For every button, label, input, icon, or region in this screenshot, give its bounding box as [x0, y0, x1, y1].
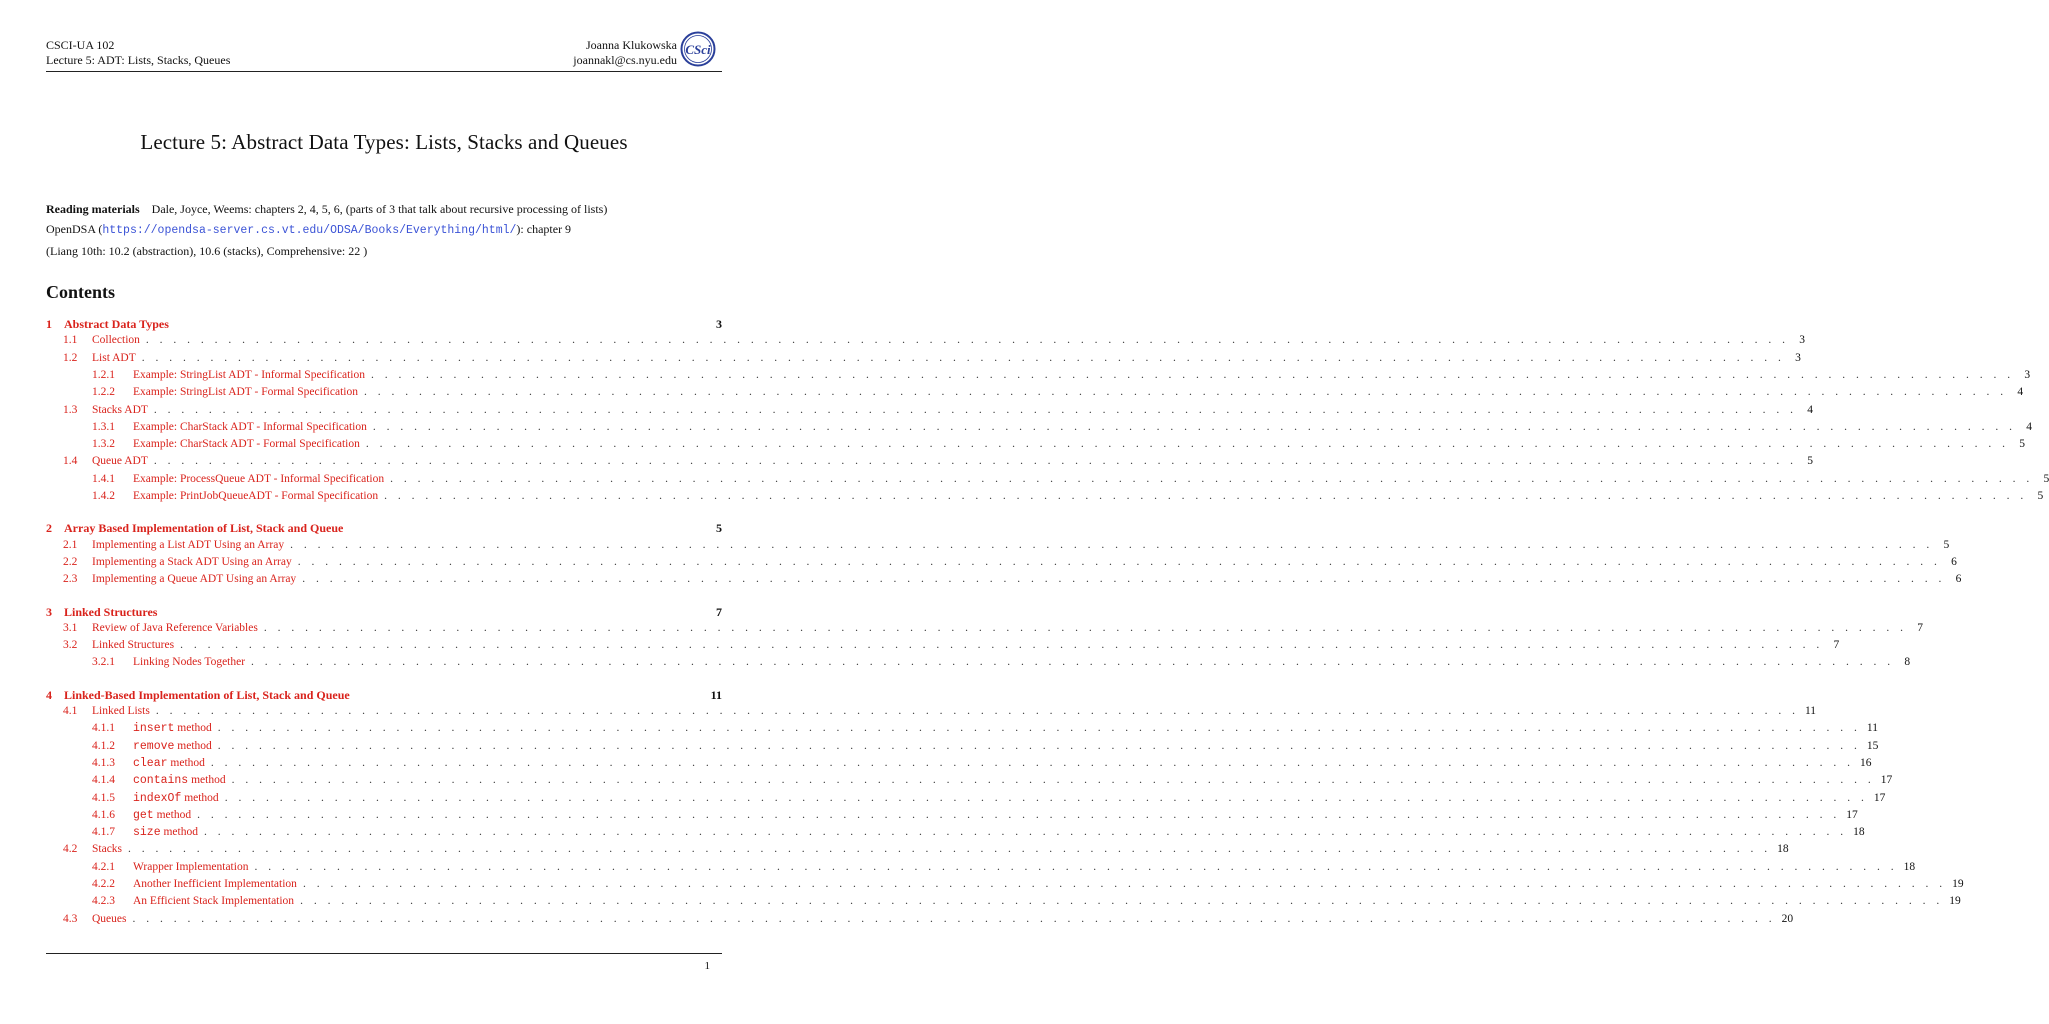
toc-entry-page: 5	[1807, 455, 1814, 468]
toc-entry-title	[133, 826, 198, 839]
toc-entry-text: Abstract Data Types	[64, 317, 169, 331]
toc-leader-dots: . . . . . . . . . . . . . . . . . . . . . . . . . . . . . . . . . . . . . . . . . . . . . . . . . . . . . . . . . . . . . . . . . . . . . . . . . . . . . . . . . . . . . . . . . . . . . . . . . . . . . . . . . . . . . . . . . . . . . . . .	[217, 739, 1861, 752]
toc-entry-code: remove	[133, 739, 175, 753]
toc-entry-number: 4.3	[63, 912, 78, 925]
reading-prefix: OpenDSA (	[46, 222, 103, 236]
toc-leader-dots: . . . . . . . . . . . . . . . . . . . . . . . . . . . . . . . . . . . . . . . . . . . . . . . . . . . . . . . . . . . . . . . . . . . . . . . . . . . . . . . . . . . . . . . . . . . . . . . . . . . . . . . . . . . . . . . . . . . . . . . .	[302, 573, 1946, 586]
toc-entry-code: size	[133, 826, 161, 840]
toc-entry-text: Implementing a Queue ADT Using an Array	[92, 573, 297, 586]
footer-rule	[46, 953, 722, 954]
toc-entry[interactable]	[92, 656, 1911, 671]
toc-entry-title	[133, 740, 212, 753]
toc-leader-dots: . . . . . . . . . . . . . . . . . . . . . . . . . . . . . . . . . . . . . . . . . . . . . . . . . . . . . . . . . . . . . . . . . . . . . . . . . . . . . . . . . . . . . . . . . . . . . . . . . . . . . . . . . . . . . . . . . . . . . . . .	[384, 490, 2028, 502]
author-email: joannakl@cs.nyu.edu	[573, 53, 677, 67]
toc-leader-dots: . . . . . . . . . . . . . . . . . . . . . . . . . . . . . . . . . . . . . . . . . . . . . . . . . . . . . . . . . . . . . . . . . . . . . . . . . . . . . . . . . . . . . . . . . . . . . . . . . . . . . . . . . . . . . . . . . . . . . . . .	[197, 808, 1841, 821]
toc-entry-page: 7	[716, 604, 722, 619]
toc-entry-page: 3	[2024, 368, 2031, 381]
toc-leader-dots: . . . . . . . . . . . . . . . . . . . . . . . . . . . . . . . . . . . . . . . . . . . . . . . . . . . . . . . . . . . . . . . . . . . . . . . . . . . . . . . . . . . . . . . . . . . . . . . . . . . . . . . . . . . . . . . . . . . . . . . .	[153, 403, 1798, 416]
toc-leader-dots: . . . . . . . . . . . . . . . . . . . . . . . . . . . . . . . . . . . . . . . . . . . . . . . . . . . . . . . . . . . . . . . . . . . . . . . . . . . . . . . . . . . . . . . . . . . . . . . . . . . . . . . . . . . . . . . . . . . . . . . .	[390, 472, 2034, 485]
toc-entry-number: 4.1.7	[92, 826, 115, 839]
toc-leader-dots: . . . . . . . . . . . . . . . . . . . . . . . . . . . . . . . . . . . . . . . . . . . . . . . . . . . . . . . . . . . . . . . . . . . . . . . . . . . . . . . . . . . . . . . . . . . . . . . . . . . . . . . . . . . . . . . . . . . . . . . .	[145, 334, 1790, 347]
csci-logo	[680, 31, 716, 67]
toc-entry-text: method	[188, 774, 226, 787]
toc-entry-page: 17	[1873, 791, 1886, 804]
toc-entry-number: 4.1.3	[92, 756, 115, 769]
toc-entry-number: 1.3.1	[92, 420, 115, 433]
toc-entry-text: Another Inefficient Implementation	[133, 878, 297, 890]
toc-entry-number: 1.2	[63, 351, 78, 364]
toc-entry-title	[64, 521, 343, 536]
toc-entry-title	[92, 352, 136, 364]
toc-entry-title	[92, 843, 122, 855]
toc-entry-text: method	[181, 791, 219, 804]
toc-entry-number: 2	[46, 521, 52, 536]
lecture-subtitle: Lecture 5: ADT: Lists, Stacks, Queues	[46, 53, 231, 67]
toc-entry[interactable]	[92, 826, 1865, 841]
toc-entry[interactable]	[92, 472, 2049, 488]
toc-entry-text: An Efficient Stack Implementation	[133, 895, 295, 908]
toc-entry-number: 4.1.6	[92, 808, 115, 821]
toc-entry-page: 5	[2037, 490, 2044, 502]
toc-entry-title	[133, 809, 191, 822]
toc-entry-page: 3	[1799, 334, 1806, 347]
toc-leader-dots: . . . . . . . . . . . . . . . . . . . . . . . . . . . . . . . . . . . . . . . . . . . . . . . . . . . . . . . . . . . . . . . . . . . . . . . . . . . . . . . . . . . . . . . . . . . . . . . . . . . . . . . . . . . . . . . . . . . . . . . .	[300, 895, 1944, 908]
toc-entry-number: 1.2.1	[92, 368, 115, 381]
toc-entry[interactable]	[92, 878, 1964, 893]
toc-entry-code: indexOf	[133, 791, 182, 805]
toc-entry-code: contains	[133, 774, 189, 788]
toc-entry-title	[92, 705, 150, 717]
toc-leader-dots: . . . . . . . . . . . . . . . . . . . . . . . . . . . . . . . . . . . . . . . . . . . . . . . . . . . . . . . . . . . . . . . . . . . . . . . . . . . . . . . . . . . . . . . . . . . . . . . . . . . . . . . . . . . . . . . . . . . . . . . .	[251, 656, 1895, 669]
toc-entry-code: insert	[133, 722, 175, 736]
reading-line-3: (Liang 10th: 10.2 (abstraction), 10.6 (stacks), Comprehensive: 22 )	[46, 244, 368, 258]
toc-entry-title	[64, 688, 350, 703]
toc-entry-title	[133, 878, 297, 890]
toc-entry[interactable]	[63, 621, 1923, 637]
toc-entry-number: 4.1.5	[92, 791, 115, 804]
toc-entry-number: 4.2.1	[92, 860, 115, 873]
toc-entry-page: 6	[1951, 555, 1957, 568]
page-number: 1	[704, 960, 710, 972]
toc-entry-number: 1.2.2	[92, 386, 115, 399]
toc-leader-dots: . . . . . . . . . . . . . . . . . . . . . . . . . . . . . . . . . . . . . . . . . . . . . . . . . . . . . . . . . . . . . . . . . . . . . . . . . . . . . . . . . . . . . . . . . . . . . . . . . . . . . . . . . . . . . . . . . . . . . . . .	[231, 774, 1875, 787]
toc-entry-title	[92, 334, 140, 346]
toc-entry-page: 3	[1795, 351, 1801, 364]
toc-entry-number: 1.4	[63, 455, 78, 468]
toc-entry-title	[133, 369, 365, 381]
reading-line-1	[46, 199, 607, 219]
toc-entry-number: 3.1	[63, 621, 78, 634]
toc-entry-title	[133, 490, 378, 502]
toc-leader-dots: . . . . . . . . . . . . . . . . . . . . . . . . . . . . . . . . . . . . . . . . . . . . . . . . . . . . . . . . . . . . . . . . . . . . . . . . . . . . . . . . . . . . . . . . . . . . . . . . . . . . . . . . . . . . . . . . . . . . . . . .	[254, 860, 1898, 873]
toc-leader-dots: . . . . . . . . . . . . . . . . . . . . . . . . . . . . . . . . . . . . . . . . . . . . . . . . . . . . . . . . . . . . . . . . . . . . . . . . . . . . . . . . . . . . . . . . . . . . . . . . . . . . . . . . . . . . . . . . . . . . . . . .	[180, 639, 1824, 652]
reading-label: Reading materials	[46, 202, 140, 216]
toc-entry[interactable]	[63, 639, 1840, 654]
toc-leader-dots: . . . . . . . . . . . . . . . . . . . . . . . . . . . . . . . . . . . . . . . . . . . . . . . . . . . . . . . . . . . . . . . . . . . . . . . . . . . . . . . . . . . . . . . . . . . . . . . . . . . . . . . . . . . . . . . . . . . . . . . .	[363, 386, 2008, 399]
toc-entry[interactable]	[92, 722, 1878, 737]
toc-entry[interactable]	[92, 368, 2031, 384]
toc-entry[interactable]	[46, 688, 722, 703]
toc-entry-number: 2.3	[63, 573, 78, 586]
toc-entry-number: 1.1	[63, 334, 78, 347]
toc-entry[interactable]	[92, 739, 1879, 755]
toc-entry-number: 4	[46, 687, 52, 702]
toc-entry-title	[133, 774, 226, 787]
toc-entry-title	[133, 895, 294, 907]
toc-entry-title	[133, 656, 245, 668]
toc-entry[interactable]	[92, 808, 1858, 824]
toc-entry-title	[64, 605, 157, 620]
author-name: Joanna Klukowska	[586, 38, 677, 52]
header-right	[573, 38, 677, 68]
toc-entry-page: 11	[710, 687, 722, 702]
toc-entry-text: Example: CharStack ADT - Formal Specification	[133, 438, 360, 451]
toc-entry-text: Collection	[92, 334, 140, 347]
header-left	[46, 38, 230, 68]
toc-entry-text: Stacks	[92, 843, 123, 856]
toc-entry-number: 1.3.2	[92, 438, 115, 451]
toc-entry-page: 7	[1833, 639, 1840, 652]
toc-leader-dots: . . . . . . . . . . . . . . . . . . . . . . . . . . . . . . . . . . . . . . . . . . . . . . . . . . . . . . . . . . . . . . . . . . . . . . . . . . . . . . . . . . . . . . . . . . . . . . . . . . . . . . . . . . . . . . . . . . . . . . . .	[263, 621, 1907, 634]
toc-entry-number: 1.4.2	[92, 490, 115, 502]
toc-entry-page: 18	[1777, 843, 1789, 856]
toc-entry-page: 5	[716, 521, 722, 536]
toc-leader-dots: . . . . . . . . . . . . . . . . . . . . . . . . . . . . . . . . . . . . . . . . . . . . . . . . . . . . . . . . . . . . . . . . . . . . . . . . . . . . . . . . . . . . . . . . . . . . . . . . . . . . . . . . . . . . . . . . . . . . . . . .	[372, 420, 2016, 433]
toc-entry-text: Implementing a Stack ADT Using an Array	[92, 555, 292, 568]
reading-suffix: ): chapter 9	[516, 222, 572, 236]
toc-entry-text: Linked Structures	[64, 604, 158, 619]
toc-entry[interactable]	[63, 573, 1962, 588]
toc-entry-page: 16	[1860, 756, 1872, 769]
toc-entry-code: clear	[133, 756, 168, 770]
toc-entry[interactable]	[63, 705, 1817, 720]
toc-leader-dots: . . . . . . . . . . . . . . . . . . . . . . . . . . . . . . . . . . . . . . . . . . . . . . . . . . . . . . . . . . . . . . . . . . . . . . . . . . . . . . . . . . . . . . . . . . . . . . . . . . . . . . . . . . . . . . . . . . . . . . . .	[365, 438, 2009, 451]
toc-entry-page: 5	[2043, 472, 2049, 485]
toc-entry-number: 2.1	[63, 538, 78, 551]
toc-entry[interactable]	[46, 521, 722, 536]
toc-entry[interactable]	[92, 791, 1886, 807]
toc-entry[interactable]	[92, 490, 2044, 505]
toc-entry-number: 3.2	[63, 639, 78, 652]
toc-entry[interactable]	[63, 843, 1789, 858]
document-title: Lecture 5: Abstract Data Types: Lists, Stacks and Queues	[140, 130, 628, 154]
toc-leader-dots: . . . . . . . . . . . . . . . . . . . . . . . . . . . . . . . . . . . . . . . . . . . . . . . . . . . . . . . . . . . . . . . . . . . . . . . . . . . . . . . . . . . . . . . . . . . . . . . . . . . . . . . . . . . . . . . . . . . . . . . .	[132, 912, 1776, 925]
toc-entry-title	[133, 722, 212, 735]
toc-leader-dots: . . . . . . . . . . . . . . . . . . . . . . . . . . . . . . . . . . . . . . . . . . . . . . . . . . . . . . . . . . . . . . . . . . . . . . . . . . . . . . . . . . . . . . . . . . . . . . . . . . . . . . . . . . . . . . . . . . . . . . . .	[203, 826, 1848, 839]
toc-entry-number: 4.1.2	[92, 739, 115, 752]
toc-entry-text: Stacks ADT	[92, 403, 148, 416]
toc-entry-number: 1.3	[63, 403, 78, 416]
toc-entry-page: 5	[2019, 438, 2025, 451]
toc-entry-text: Implementing a List ADT Using an Array	[92, 538, 285, 551]
toc-entry-page: 18	[1853, 826, 1865, 839]
toc-entry-text: Queues	[92, 912, 127, 925]
toc-entry-number: 2.2	[63, 555, 78, 568]
toc-entry-page: 11	[1804, 705, 1817, 717]
toc-leader-dots: . . . . . . . . . . . . . . . . . . . . . . . . . . . . . . . . . . . . . . . . . . . . . . . . . . . . . . . . . . . . . . . . . . . . . . . . . . . . . . . . . . . . . . . . . . . . . . . . . . . . . . . . . . . . . . . . . . . . . . . .	[370, 368, 2015, 381]
toc-entry-text: method	[160, 826, 198, 839]
toc-entry[interactable]	[92, 420, 2032, 436]
toc-entry[interactable]	[63, 912, 1794, 928]
course-code: CSCI-UA 102	[46, 38, 115, 52]
toc-entry-title	[92, 622, 258, 634]
toc-entry-text: Example: StringList ADT - Informal Specification	[133, 368, 365, 381]
toc-entry-page: 15	[1866, 739, 1879, 752]
svg-text:CSci: CSci	[685, 42, 711, 57]
toc-entry-text: method	[153, 808, 192, 821]
toc-entry-page: 6	[1955, 573, 1962, 586]
toc-entry-text: method	[174, 722, 212, 735]
opendsa-link[interactable]: https://opendsa-server.cs.vt.edu/ODSA/Books/Everything/html/	[102, 224, 517, 237]
toc-entry-text: Review of Java Reference Variables	[92, 621, 258, 634]
toc-entry-page: 19	[1949, 895, 1961, 908]
toc-entry-title	[133, 757, 205, 770]
toc-entry[interactable]	[92, 438, 2025, 453]
toc-entry[interactable]	[63, 455, 1814, 470]
toc-leader-dots: . . . . . . . . . . . . . . . . . . . . . . . . . . . . . . . . . . . . . . . . . . . . . . . . . . . . . . . . . . . . . . . . . . . . . . . . . . . . . . . . . . . . . . . . . . . . . . . . . . . . . . . . . . . . . . . . . . . . . . . .	[224, 791, 1868, 804]
toc-entry-number: 3	[46, 604, 52, 619]
toc-entry-page: 17	[1846, 808, 1858, 821]
toc-entry-title	[92, 913, 127, 925]
toc-entry-text: Example: CharStack ADT - Informal Specification	[133, 420, 367, 433]
toc-entry-text: Linked Structures	[92, 639, 175, 652]
toc-entry-page: 19	[1952, 878, 1964, 890]
toc-entry-text: Linked-Based Implementation of List, Stack and Queue	[64, 687, 350, 702]
toc-leader-dots: . . . . . . . . . . . . . . . . . . . . . . . . . . . . . . . . . . . . . . . . . . . . . . . . . . . . . . . . . . . . . . . . . . . . . . . . . . . . . . . . . . . . . . . . . . . . . . . . . . . . . . . . . . . . . . . . . . . . . . . .	[155, 705, 1799, 717]
toc-leader-dots: . . . . . . . . . . . . . . . . . . . . . . . . . . . . . . . . . . . . . . . . . . . . . . . . . . . . . . . . . . . . . . . . . . . . . . . . . . . . . . . . . . . . . . . . . . . . . . . . . . . . . . . . . . . . . . . . . . . . . . . .	[210, 756, 1855, 769]
contents-heading: Contents	[46, 282, 116, 302]
toc-entry[interactable]	[92, 756, 1872, 772]
toc-entry[interactable]	[63, 538, 1950, 554]
reading-text-1: Dale, Joyce, Weems: chapters 2, 4, 5, 6, (parts of 3 that talk about recursive processing of lists)	[151, 202, 608, 216]
toc-entry-page: 5	[1943, 538, 1950, 551]
toc-entry-text: Example: StringList ADT - Formal Specification	[133, 386, 358, 399]
toc-entry[interactable]	[63, 334, 1806, 349]
toc-entry-page: 20	[1781, 912, 1794, 925]
toc-entry[interactable]	[63, 555, 1957, 571]
toc-entry-text: List ADT	[92, 351, 136, 364]
toc-entry-code: get	[133, 808, 154, 822]
toc-leader-dots: . . . . . . . . . . . . . . . . . . . . . . . . . . . . . . . . . . . . . . . . . . . . . . . . . . . . . . . . . . . . . . . . . . . . . . . . . . . . . . . . . . . . . . . . . . . . . . . . . . . . . . . . . . . . . . . . . . . . . . . .	[217, 722, 1861, 735]
toc-entry-text: Wrapper Implementation	[133, 860, 249, 873]
toc-entry-text: Example: ProcessQueue ADT - Informal Specification	[133, 472, 385, 485]
toc-entry-page: 4	[2026, 420, 2032, 433]
toc-entry-page: 17	[1880, 774, 1893, 787]
toc-entry[interactable]	[92, 386, 2024, 401]
toc-entry-page: 4	[1807, 403, 1814, 416]
toc-leader-dots: . . . . . . . . . . . . . . . . . . . . . . . . . . . . . . . . . . . . . . . . . . . . . . . . . . . . . . . . . . . . . . . . . . . . . . . . . . . . . . . . . . . . . . . . . . . . . . . . . . . . . . . . . . . . . . . . . . . . . . . .	[141, 351, 1785, 364]
toc-entry-number: 4.1	[63, 705, 78, 717]
toc-entry-title	[133, 386, 358, 398]
toc-entry-text: Example: PrintJobQueueADT - Formal Specification	[133, 490, 379, 502]
toc-entry-title	[92, 455, 148, 467]
toc-entry-number: 4.2.3	[92, 895, 115, 908]
toc-entry[interactable]	[46, 605, 722, 620]
toc-entry[interactable]	[63, 403, 1814, 419]
toc-entry-title	[92, 639, 174, 651]
toc-entry[interactable]	[92, 895, 1961, 910]
toc-entry-title	[133, 421, 367, 433]
toc-leader-dots: . . . . . . . . . . . . . . . . . . . . . . . . . . . . . . . . . . . . . . . . . . . . . . . . . . . . . . . . . . . . . . . . . . . . . . . . . . . . . . . . . . . . . . . . . . . . . . . . . . . . . . . . . . . . . . . . . . . . . . . .	[128, 843, 1772, 856]
toc-entry[interactable]	[46, 317, 722, 332]
toc-entry-page: 8	[1904, 656, 1911, 669]
toc-entry-number: 4.1.4	[92, 774, 115, 787]
toc-entry-title	[133, 473, 384, 485]
toc-entry-page: 4	[2017, 386, 2024, 399]
toc-entry-text: Linking Nodes Together	[133, 656, 246, 669]
toc-entry-text: Linked Lists	[92, 705, 150, 717]
toc-leader-dots: . . . . . . . . . . . . . . . . . . . . . . . . . . . . . . . . . . . . . . . . . . . . . . . . . . . . . . . . . . . . . . . . . . . . . . . . . . . . . . . . . . . . . . . . . . . . . . . . . . . . . . . . . . . . . . . . . . . . . . . .	[153, 455, 1798, 468]
toc-leader-dots: . . . . . . . . . . . . . . . . . . . . . . . . . . . . . . . . . . . . . . . . . . . . . . . . . . . . . . . . . . . . . . . . . . . . . . . . . . . . . . . . . . . . . . . . . . . . . . . . . . . . . . . . . . . . . . . . . . . . . . . .	[297, 555, 1941, 568]
toc-entry-number: 4.2	[63, 843, 78, 856]
toc-entry-number: 1.4.1	[92, 472, 115, 485]
toc-entry-text: method	[167, 756, 205, 769]
toc-entry-title	[133, 438, 360, 450]
toc-entry-text: Array Based Implementation of List, Stack and Queue	[64, 521, 344, 536]
toc-entry[interactable]	[63, 351, 1801, 367]
toc-entry-title	[133, 792, 219, 805]
toc-entry-number: 4.2.2	[92, 878, 115, 890]
toc-entry-title	[92, 556, 292, 568]
toc-entry-title	[92, 573, 296, 585]
toc-entry-page: 7	[1917, 621, 1923, 634]
toc-entry-text: method	[174, 739, 212, 752]
toc-entry-page: 3	[716, 317, 722, 331]
reading-materials	[46, 199, 607, 261]
toc-entry-number: 3.2.1	[92, 656, 115, 669]
toc-entry-text: Queue ADT	[92, 455, 148, 468]
reading-line-2	[46, 219, 607, 241]
toc-entry-number: 4.1.1	[92, 722, 115, 735]
toc-entry-page: 18	[1903, 860, 1916, 873]
toc-leader-dots: . . . . . . . . . . . . . . . . . . . . . . . . . . . . . . . . . . . . . . . . . . . . . . . . . . . . . . . . . . . . . . . . . . . . . . . . . . . . . . . . . . . . . . . . . . . . . . . . . . . . . . . . . . . . . . . . . . . . . . . .	[290, 538, 1934, 551]
toc-entry[interactable]	[92, 860, 1916, 876]
toc-entry[interactable]	[92, 774, 1893, 789]
header-rule	[46, 71, 722, 72]
toc-entry-title	[133, 861, 248, 873]
toc-entry-title	[92, 404, 148, 416]
toc-entry-title	[64, 317, 169, 332]
toc-entry-title	[92, 539, 284, 551]
toc-leader-dots: . . . . . . . . . . . . . . . . . . . . . . . . . . . . . . . . . . . . . . . . . . . . . . . . . . . . . . . . . . . . . . . . . . . . . . . . . . . . . . . . . . . . . . . . . . . . . . . . . . . . . . . . . . . . . . . . . . . . . . . .	[302, 878, 1947, 890]
toc-entry-page: 11	[1866, 722, 1878, 735]
toc-entry-number: 1	[46, 317, 52, 331]
